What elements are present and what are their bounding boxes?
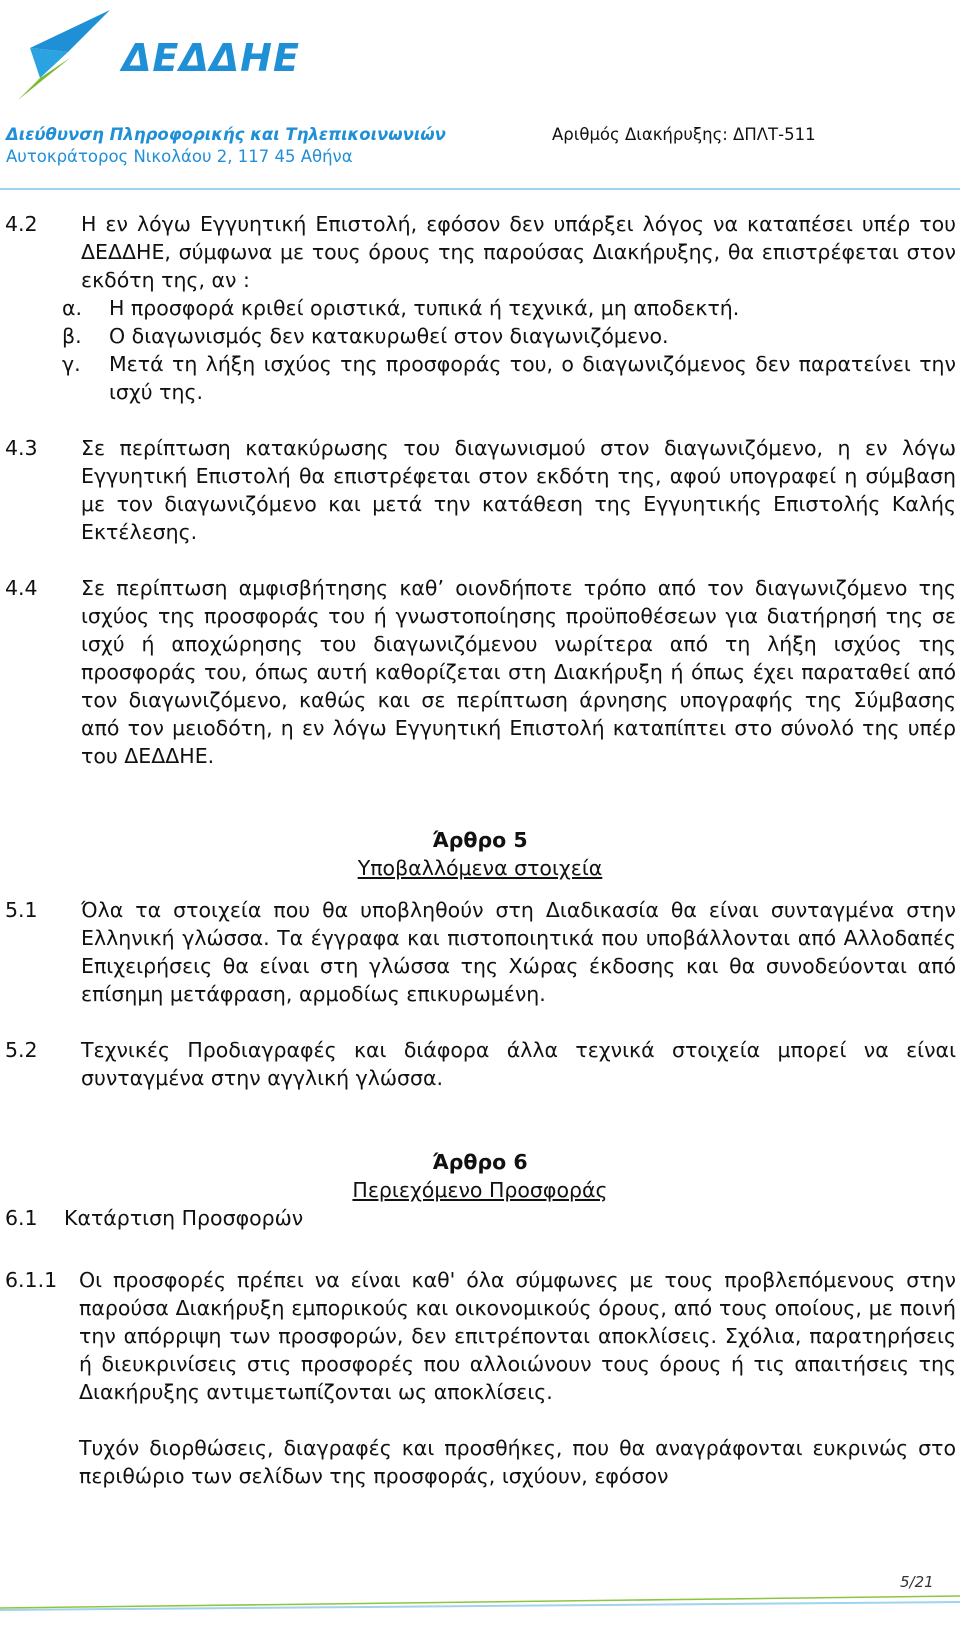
list-item-text: Μετά τη λήξη ισχύος της προσφοράς του, ο διαγωνιζόμενος δεν παρατείνει την ισχύ της. bbox=[109, 352, 956, 404]
header-organization bbox=[6, 124, 446, 168]
header-divider bbox=[0, 188, 960, 190]
section-number: 6.1 bbox=[5, 1206, 38, 1230]
list-item-label: β. bbox=[62, 324, 82, 348]
section-4-2 bbox=[0, 210, 960, 294]
logo-mark-icon bbox=[10, 8, 130, 108]
list-item-label: α. bbox=[62, 296, 83, 320]
section-text: Οι προσφορές πρέπει να είναι καθ' όλα σύμφωνες με τους προβλεπόμενους στην παρούσα Διακήρυξη εμπορικούς και οικονομικούς όρους, από τους οποίους, με ποινή την απόρριψη των προσφορών, δεν επιτρέπονται αποκλίσεις. Σχόλια, παρατηρήσεις ή διευκρινίσεις στις προσφορές που αλλοιώνουν τους όρους ή τις απαιτήσεις της Διακήρυξης αντιμετωπίζονται ως αποκλίσεις. bbox=[79, 1268, 956, 1404]
section-4-3 bbox=[0, 434, 960, 546]
section-text: Σε περίπτωση αμφισβήτησης καθ’ οιονδήποτε τρόπο από τον διαγωνιζόμενο της ισχύος της προσφοράς του ή γνωστοποίησης προϋποθέσεων για διατήρησή της σε ισχύ ή αποχώρησης του διαγωνιζόμενου νωρίτερα από τη λήξη ισχύος της προσφοράς του, όπως αυτή καθορίζεται στη Διακήρυξη ή όπως έχει παραταθεί από τον διαγωνιζόμενο, καθώς και σε περίπτωση άρνησης υπογραφής της Σύμβασης από τον μειοδότη, η εν λόγω Εγγυητική Επιστολή καταπίπτει στο σύνολό της υπέρ του ΔΕΔΔΗΕ. bbox=[81, 576, 956, 768]
section-number: 5.2 bbox=[5, 1038, 38, 1062]
notice-number: Αριθμός Διακήρυξης: ΔΠΛΤ-511 bbox=[552, 125, 816, 144]
list-item bbox=[0, 350, 960, 406]
list-item bbox=[0, 322, 960, 350]
section-text: Όλα τα στοιχεία που θα υποβληθούν στη Διαδικασία θα είναι συνταγμένα στην Ελληνική γλώσσα. Τα έγγραφα και πιστοποιητικά που υποβάλλονται από Αλλοδαπές Επιχειρήσεις θα είναι στη γλώσσα της Χώρας έκδοσης και θα συνοδεύονται από επίσημη μετάφραση, αρμοδίως επικυρωμένη. bbox=[81, 898, 956, 1006]
company-logo bbox=[10, 8, 300, 108]
article-5-title: Άρθρο 5 bbox=[432, 828, 528, 852]
section-number: 5.1 bbox=[5, 898, 38, 922]
section-text: Τυχόν διορθώσεις, διαγραφές και προσθήκες, που θα αναγράφονται ευκρινώς στο περιθώριο των σελίδων της προσφοράς, ισχύουν, εφόσον bbox=[79, 1436, 956, 1488]
section-6-1-1-continued bbox=[0, 1434, 960, 1490]
article-6-title: Άρθρο 6 bbox=[432, 1150, 528, 1174]
document-body bbox=[0, 210, 960, 1490]
section-4-4 bbox=[0, 574, 960, 770]
list-item-label: γ. bbox=[62, 352, 81, 376]
section-number: 4.2 bbox=[5, 212, 38, 236]
org-name: Διεύθυνση Πληροφορικής και Τηλεπικοινωνιών bbox=[6, 125, 446, 144]
footer-decoration bbox=[0, 1592, 960, 1612]
section-number: 4.4 bbox=[5, 576, 38, 600]
section-text: Σε περίπτωση κατακύρωσης του διαγωνισμού στον διαγωνιζόμενο, η εν λόγω Εγγυητική Επιστολή θα επιστρέφεται στον εκδότη της, αφού υπογραφεί η σύμβαση με τον διαγωνιζόμενο και μετά την κατάθεση της Εγγυητικής Επιστολής Καλής Εκτέλεσης. bbox=[81, 436, 956, 544]
logo-text: ΔΕΔΔΗΕ bbox=[122, 36, 300, 80]
section-6-1-1 bbox=[0, 1266, 960, 1406]
org-address: Αυτοκράτορος Νικολάου 2, 117 45 Αθήνα bbox=[6, 147, 353, 166]
article-5-subtitle: Υποβαλλόμενα στοιχεία bbox=[357, 856, 603, 880]
section-6-1 bbox=[0, 1204, 960, 1232]
list-item-text: Η προσφορά κριθεί οριστικά, τυπικά ή τεχνικά, μη αποδεκτή. bbox=[109, 296, 740, 320]
section-5-2 bbox=[0, 1036, 960, 1092]
section-number: 4.3 bbox=[5, 436, 38, 460]
article-6-subtitle: Περιεχόμενο Προσφοράς bbox=[352, 1178, 608, 1202]
list-item bbox=[0, 294, 960, 322]
section-number: 6.1.1 bbox=[5, 1268, 58, 1292]
page-number: 5/21 bbox=[900, 1573, 934, 1591]
section-heading: Κατάρτιση Προσφορών bbox=[64, 1206, 304, 1230]
list-item-text: Ο διαγωνισμός δεν κατακυρωθεί στον διαγωνιζόμενο. bbox=[109, 324, 669, 348]
section-text: Τεχνικές Προδιαγραφές και διάφορα άλλα τεχνικά στοιχεία μπορεί να είναι συνταγμένα στην αγγλική γλώσσα. bbox=[81, 1038, 956, 1090]
section-text: Η εν λόγω Εγγυητική Επιστολή, εφόσον δεν υπάρξει λόγος να καταπέσει υπέρ του ΔΕΔΔΗΕ, σύμφωνα με τους όρους της παρούσας Διακήρυξης, θα επιστρέφεται στον εκδότη της, αν : bbox=[81, 212, 956, 292]
section-5-1 bbox=[0, 896, 960, 1008]
